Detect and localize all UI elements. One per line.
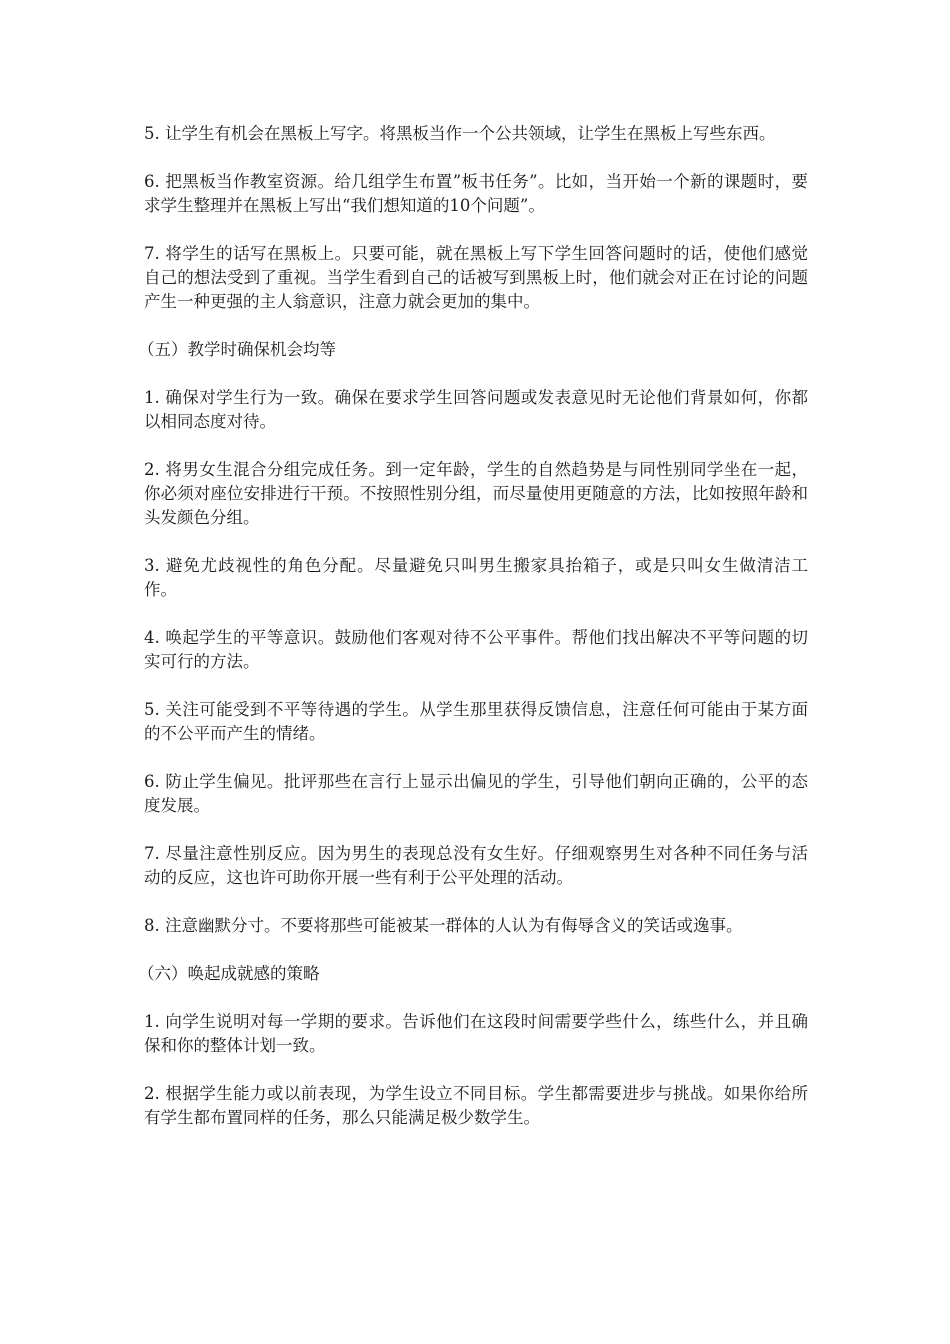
- list-item: 7. 将学生的话写在黑板上。只要可能，就在黑板上写下学生回答问题时的话，使他们感觉自己的想法受到了重视。当学生看到自己的话被写到黑板上时，他们就会对正在讨论的问题产生一种更强的主人翁意识，注意力就会更加的集中。: [144, 244, 808, 311]
- list-item: 5. 关注可能受到不平等待遇的学生。从学生那里获得反馈信息，注意任何可能由于某方面的不公平而产生的情绪。: [144, 700, 808, 743]
- section-heading: （五）教学时确保机会均等: [138, 340, 336, 359]
- list-item: 2. 将男女生混合分组完成任务。到一定年龄，学生的自然趋势是与同性别同学坐在一起，你必须对座位安排进行干预。不按照性别分组，而尽量使用更随意的方法，比如按照年龄和头发颜色分组。: [144, 460, 808, 527]
- list-item: 8. 注意幽默分寸。不要将那些可能被某一群体的人认为有侮辱含义的笑话或逸事。: [144, 916, 743, 935]
- list-item: 1. 向学生说明对每一学期的要求。告诉他们在这段时间需要学些什么，练些什么，并且确保和你的整体计划一致。: [144, 1012, 808, 1055]
- list-item: 7. 尽量注意性别反应。因为男生的表现总没有女生好。仔细观察男生对各种不同任务与活动的反应，这也许可助你开展一些有利于公平处理的活动。: [144, 844, 808, 887]
- list-item: 5. 让学生有机会在黑板上写字。将黑板当作一个公共领域，让学生在黑板上写些东西。: [144, 124, 776, 143]
- list-item: 2. 根据学生能力或以前表现，为学生设立不同目标。学生都需要进步与挑战。如果你给所有学生都布置同样的任务，那么只能满足极少数学生。: [144, 1084, 808, 1127]
- section-heading: （六）唤起成就感的策略: [138, 964, 320, 983]
- list-item: 1. 确保对学生行为一致。确保在要求学生回答问题或发表意见时无论他们背景如何，你都以相同态度对待。: [144, 388, 808, 431]
- document-page: [138, 122, 808, 1154]
- list-item: 3. 避免尤歧视性的角色分配。尽量避免只叫男生搬家具抬箱子，或是只叫女生做清洁工作。: [144, 556, 808, 599]
- list-item: 6. 把黑板当作教室资源。给几组学生布置”板书任务”。比如，当开始一个新的课题时，要求学生整理并在黑板上写出“我们想知道的10个问题”。: [144, 172, 808, 215]
- list-item: 4. 唤起学生的平等意识。鼓励他们客观对待不公平事件。帮他们找出解决不平等问题的切实可行的方法。: [144, 628, 808, 671]
- list-item: 6. 防止学生偏见。批评那些在言行上显示出偏见的学生，引导他们朝向正确的，公平的态度发展。: [144, 772, 808, 815]
